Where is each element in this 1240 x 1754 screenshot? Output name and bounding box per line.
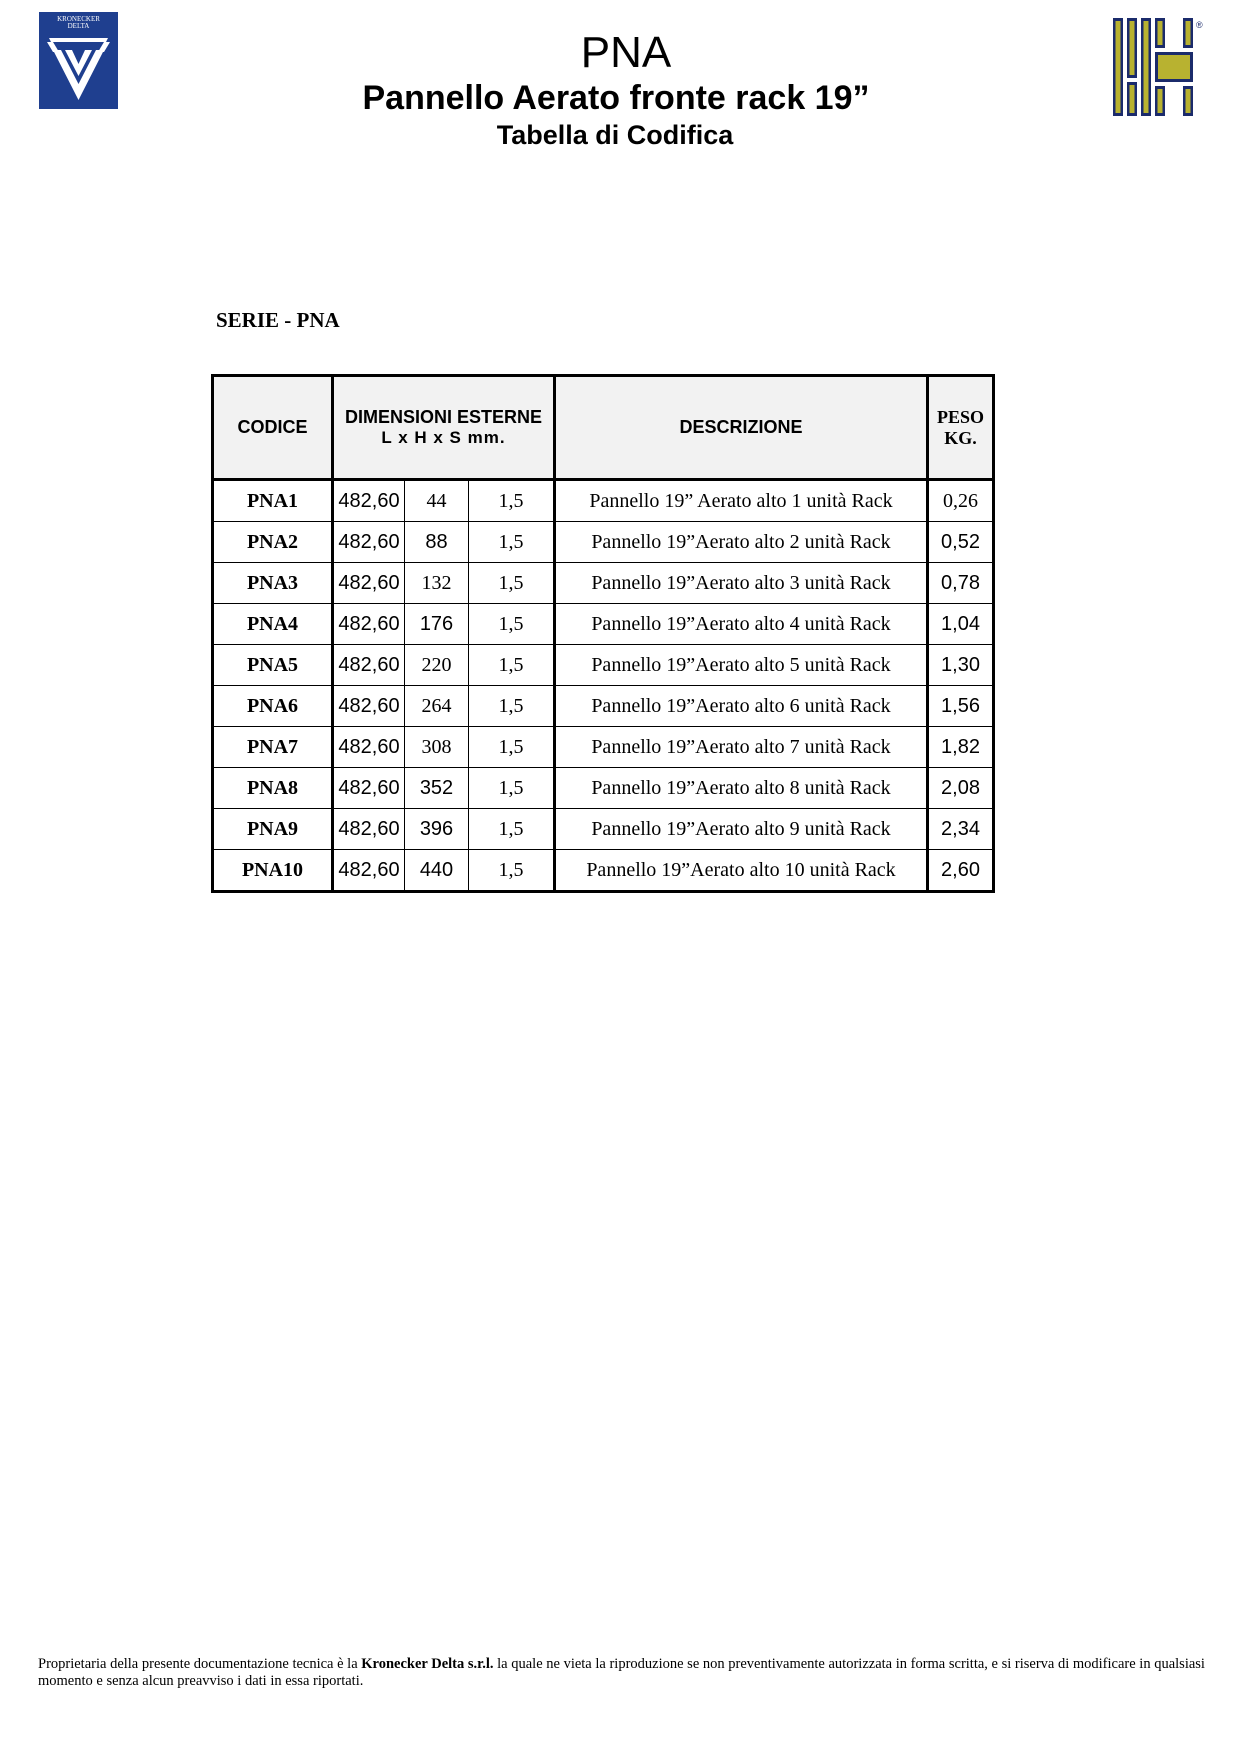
- series-label: SERIE - PNA: [216, 308, 340, 332]
- header-peso-line1: PESO: [936, 406, 984, 427]
- cell-description: Pannello 19”Aerato alto 7 unità Rack: [555, 727, 928, 768]
- cell-description: Pannello 19”Aerato alto 9 unità Rack: [555, 809, 928, 850]
- cell-code: PNA1: [213, 480, 333, 522]
- table-row: [213, 686, 994, 727]
- cell-height: 176: [405, 604, 469, 645]
- cell-height: 440: [405, 850, 469, 892]
- cell-thickness: 1,5: [469, 645, 555, 686]
- cell-description: Pannello 19” Aerato alto 1 unità Rack: [555, 480, 928, 522]
- coding-table: [211, 374, 995, 893]
- cell-weight: 0,78: [928, 563, 994, 604]
- cell-length: 482,60: [333, 768, 405, 809]
- cell-thickness: 1,5: [469, 480, 555, 522]
- cell-code: PNA4: [213, 604, 333, 645]
- cell-description: Pannello 19”Aerato alto 8 unità Rack: [555, 768, 928, 809]
- page-subtitle-secondary: Tabella di Codifica: [496, 120, 734, 150]
- cell-height: 220: [405, 645, 469, 686]
- cell-description: Pannello 19”Aerato alto 2 unità Rack: [555, 522, 928, 563]
- header-dimensioni-line1: DIMENSIONI ESTERNE: [344, 407, 543, 427]
- cell-weight: 0,26: [928, 480, 994, 522]
- cell-weight: 1,04: [928, 604, 994, 645]
- cell-weight: 2,34: [928, 809, 994, 850]
- cell-thickness: 1,5: [469, 850, 555, 892]
- cell-code: PNA7: [213, 727, 333, 768]
- table-header-row: [213, 376, 994, 480]
- footer-company: Kronecker Delta s.r.l.: [361, 1656, 494, 1672]
- cell-thickness: 1,5: [469, 563, 555, 604]
- cell-thickness: 1,5: [469, 809, 555, 850]
- cell-description: Pannello 19”Aerato alto 10 unità Rack: [555, 850, 928, 892]
- table-row: [213, 850, 994, 892]
- cell-length: 482,60: [333, 604, 405, 645]
- footer-text-before: Proprietaria della presente documentazione tecnica è la: [38, 1656, 362, 1672]
- table-row: [213, 645, 994, 686]
- cell-thickness: 1,5: [469, 604, 555, 645]
- svg-text:KRONECKER: KRONECKER: [57, 15, 100, 23]
- cell-height: 44: [405, 480, 469, 522]
- registered-mark: ®: [1196, 20, 1203, 30]
- cell-height: 264: [405, 686, 469, 727]
- cell-code: PNA6: [213, 686, 333, 727]
- cell-code: PNA10: [213, 850, 333, 892]
- cell-description: Pannello 19”Aerato alto 3 unità Rack: [555, 563, 928, 604]
- header-peso-line2: KG.: [944, 427, 977, 448]
- table-row: [213, 563, 994, 604]
- header-dimensioni: [333, 376, 555, 480]
- table-row: [213, 480, 994, 522]
- cell-thickness: 1,5: [469, 686, 555, 727]
- footer-disclaimer: [38, 1656, 1208, 1690]
- cell-length: 482,60: [333, 686, 405, 727]
- footer-text-after: la quale ne vieta la riproduzione se non preventivamente autorizzata in forma scritta, e si riserva di modificare in qualsiasi momento e senza alcun preavviso i dati in essa riportati.: [38, 1656, 1205, 1689]
- cell-weight: 2,08: [928, 768, 994, 809]
- cell-length: 482,60: [333, 645, 405, 686]
- cell-weight: 2,60: [928, 850, 994, 892]
- page-title: PNA: [580, 28, 672, 77]
- cell-length: 482,60: [333, 480, 405, 522]
- cell-length: 482,60: [333, 809, 405, 850]
- cell-code: PNA8: [213, 768, 333, 809]
- table-row: [213, 604, 994, 645]
- svg-text:DELTA: DELTA: [67, 22, 90, 30]
- cell-description: Pannello 19”Aerato alto 5 unità Rack: [555, 645, 928, 686]
- cell-thickness: 1,5: [469, 727, 555, 768]
- cell-weight: 0,52: [928, 522, 994, 563]
- header-peso: [928, 376, 994, 480]
- cell-length: 482,60: [333, 563, 405, 604]
- cell-weight: 1,82: [928, 727, 994, 768]
- table-row: [213, 522, 994, 563]
- cell-height: 132: [405, 563, 469, 604]
- cell-thickness: 1,5: [469, 522, 555, 563]
- cell-height: 396: [405, 809, 469, 850]
- cell-weight: 1,30: [928, 645, 994, 686]
- cell-height: 308: [405, 727, 469, 768]
- title-block: [0, 28, 1240, 152]
- table-row: [213, 727, 994, 768]
- cell-height: 88: [405, 522, 469, 563]
- cell-description: Pannello 19”Aerato alto 4 unità Rack: [555, 604, 928, 645]
- cell-code: PNA5: [213, 645, 333, 686]
- table-row: [213, 768, 994, 809]
- cell-length: 482,60: [333, 850, 405, 892]
- cell-code: PNA2: [213, 522, 333, 563]
- header-codice: CODICE: [213, 376, 333, 480]
- cell-weight: 1,56: [928, 686, 994, 727]
- cell-length: 482,60: [333, 727, 405, 768]
- cell-thickness: 1,5: [469, 768, 555, 809]
- cell-height: 352: [405, 768, 469, 809]
- page-subtitle: Pannello Aerato fronte rack 19”: [362, 79, 870, 117]
- table-row: [213, 809, 994, 850]
- cell-description: Pannello 19”Aerato alto 6 unità Rack: [555, 686, 928, 727]
- header-descrizione: DESCRIZIONE: [555, 376, 928, 480]
- cell-length: 482,60: [333, 522, 405, 563]
- cell-code: PNA9: [213, 809, 333, 850]
- header-dimensioni-line2: L x H x S mm.: [381, 428, 506, 447]
- cell-code: PNA3: [213, 563, 333, 604]
